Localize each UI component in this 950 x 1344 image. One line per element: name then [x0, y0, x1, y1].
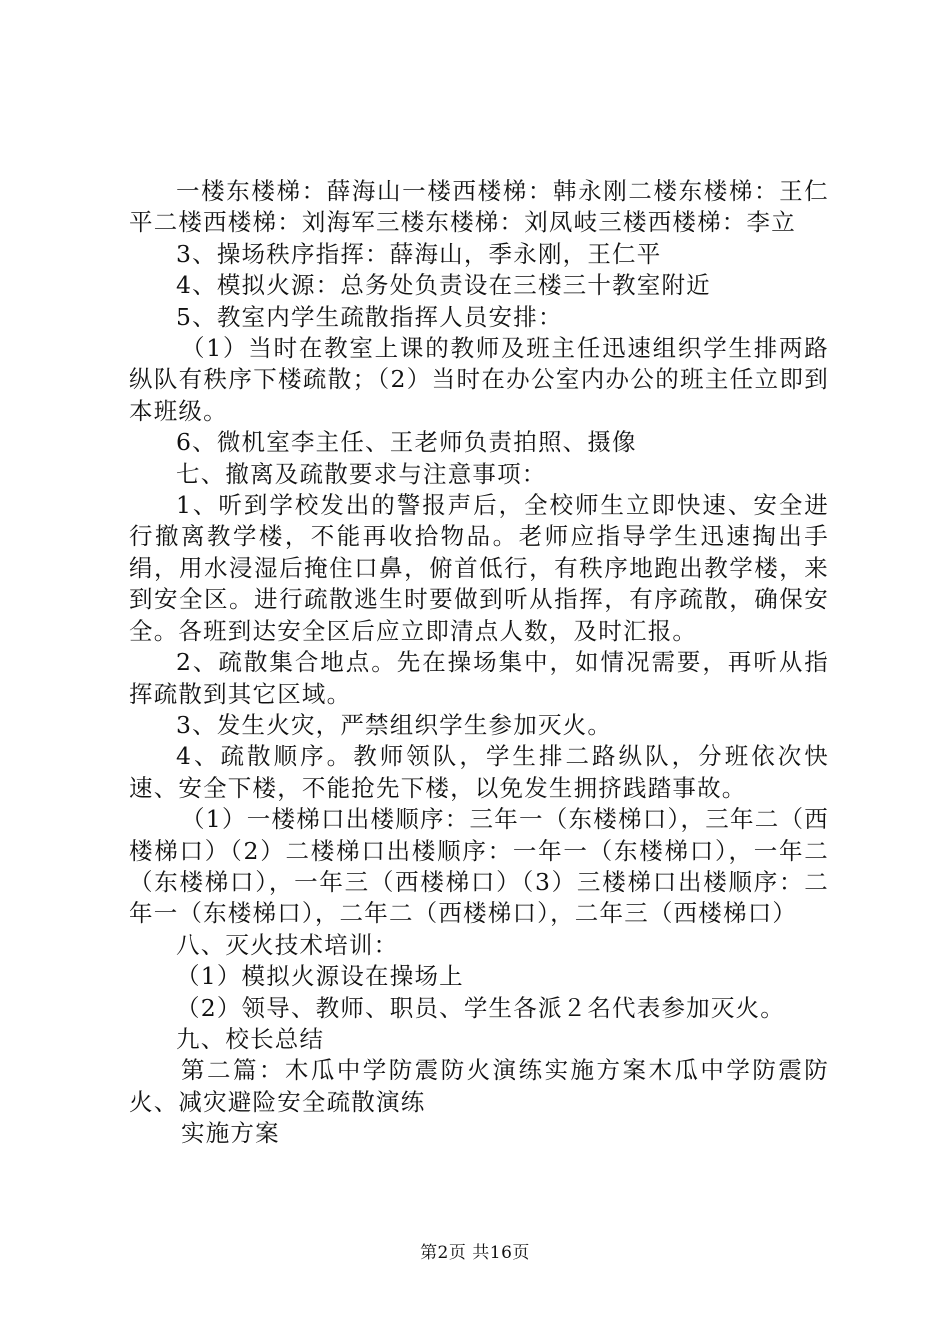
paragraph-assembly-point: 2、疏散集合地点。先在操场集中，如情况需要，再听从指挥疏散到其它区域。	[129, 648, 829, 708]
paragraph-classroom-instructions: （1）当时在教室上课的教师及班主任迅速组织学生排两路纵队有秩序下楼疏散；（2）当时在办公室内办公的班主任立即到本班级。	[129, 334, 829, 425]
paragraph-implementation-plan: 实施方案	[181, 1119, 280, 1148]
paragraph-second-chapter-title: 第二篇：木瓜中学防震防火演练实施方案木瓜中学防震防火、减灾避险安全疏散演练	[129, 1056, 829, 1116]
paragraph-photography: 6、微机室李主任、王老师负责拍照、摄像	[176, 428, 637, 457]
document-body	[129, 176, 829, 1150]
paragraph-training-participants: （2）领导、教师、职员、学生各派２名代表参加灭火。	[176, 993, 785, 1022]
paragraph-classroom-staff: 5、教室内学生疏散指挥人员安排：	[176, 302, 563, 331]
paragraph-alarm-response: 1、听到学校发出的警报声后，全校师生立即快速、安全进行撤离教学楼，不能再收拾物品。老师应指导学生迅速掏出手绢，用水浸湿后掩住口鼻，俯首低行，有秩序地跑出教学楼，来到安全区。进行疏散逃生时要做到听从指挥，有序疏散，确保安全。各班到达安全区后应立即清点人数，及时汇报。	[129, 491, 829, 645]
paragraph-playground-order: 3、操场秩序指挥：薛海山，季永刚，王仁平	[176, 239, 662, 268]
section-heading-fire-training: 八、灭火技术培训：	[176, 930, 399, 959]
paragraph-fire-source: 4、模拟火源：总务处负责设在三楼三十教室附近	[176, 271, 711, 300]
section-heading-evacuation-requirements: 七、撤离及疏散要求与注意事项：	[176, 459, 547, 488]
paragraph-stair-assignments: 一楼东楼梯：薛海山一楼西楼梯：韩永刚二楼东楼梯：王仁平二楼西楼梯：刘海军三楼东楼梯：刘凤岐三楼西楼梯：李立	[129, 177, 829, 237]
paragraph-evacuation-order: 4、疏散顺序。教师领队，学生排二路纵队，分班依次快速、安全下楼，不能抢先下楼，以免发生拥挤践踏事故。	[129, 742, 829, 802]
paragraph-training-fire-source: （1）模拟火源设在操场上	[176, 962, 464, 991]
section-heading-principal-summary: 九、校长总结	[176, 1024, 325, 1053]
paragraph-no-firefighting: 3、发生火灾，严禁组织学生参加灭火。	[176, 710, 613, 739]
paragraph-stairwell-sequence: （1）一楼梯口出楼顺序：三年一（东楼梯口），三年二（西楼梯口）（2）二楼梯口出楼顺序：一年一（东楼梯口），一年二（东楼梯口），一年三（西楼梯口）（3）三楼梯口出楼顺序：二年一（东楼梯口），二年二（西楼梯口），二年三（西楼梯口）	[129, 805, 829, 928]
page-number-footer: 第2页 共16页	[420, 1243, 530, 1263]
